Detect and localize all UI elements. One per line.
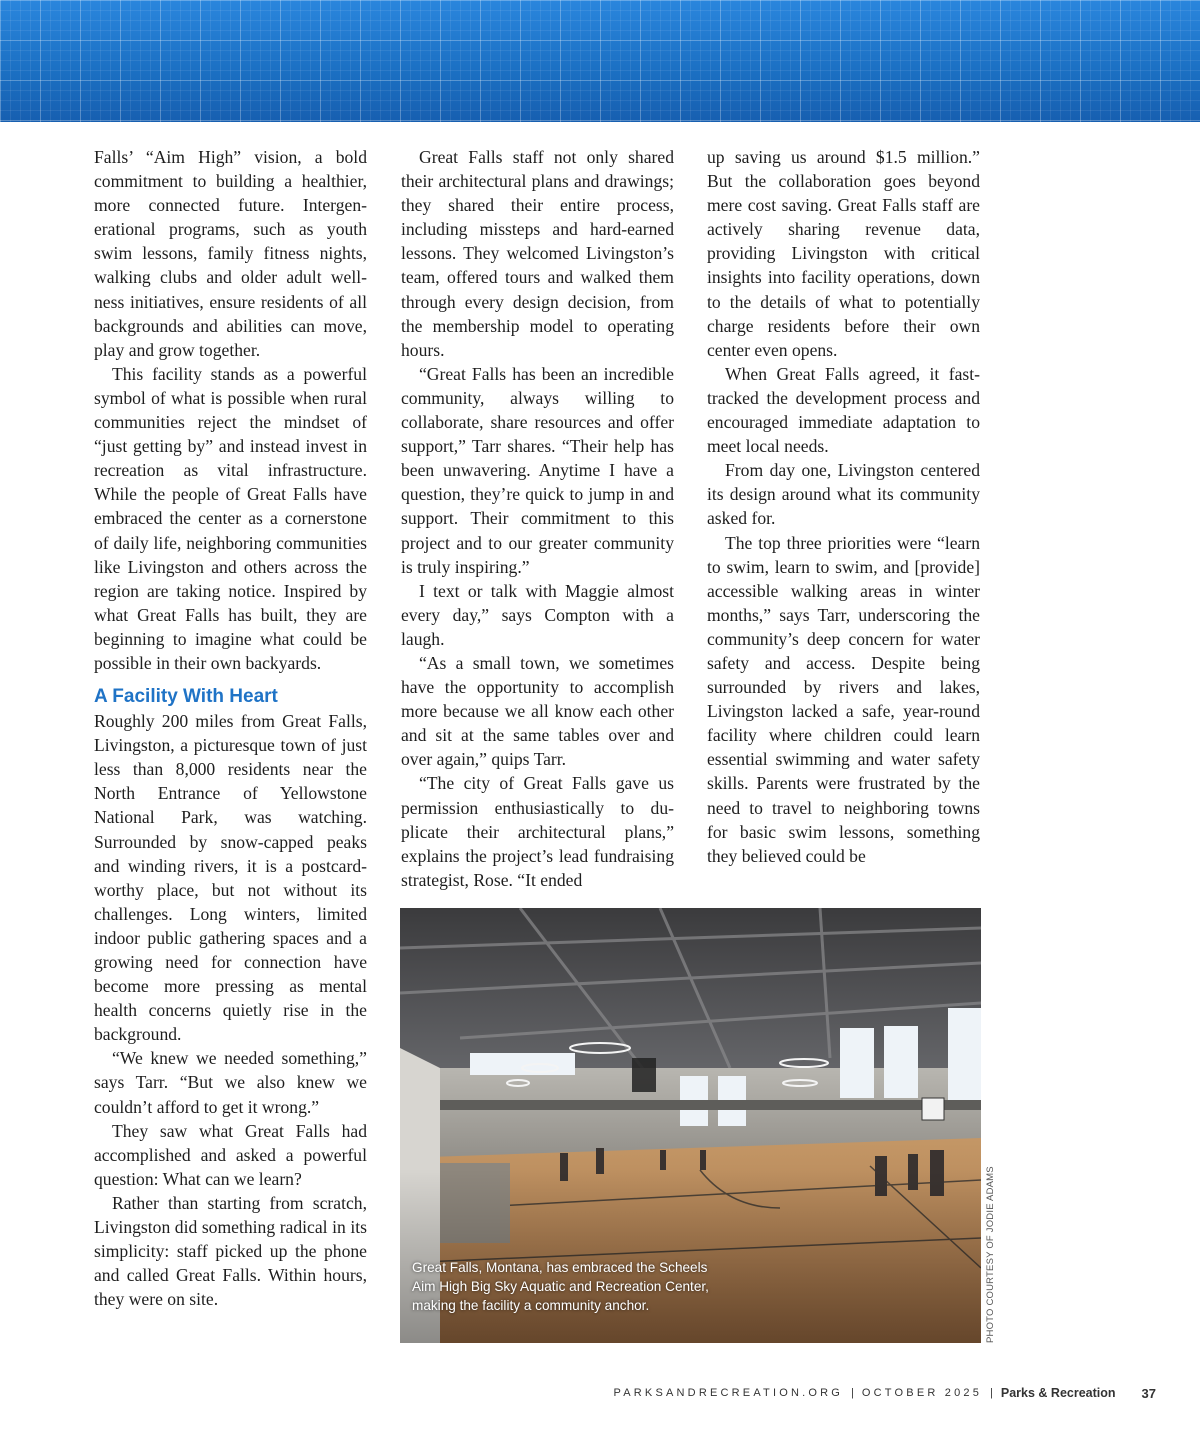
paragraph: I text or talk with Maggie almost every day,” says Compton with a laugh. — [401, 580, 674, 649]
photo-credit: PHOTO COURTESY OF JODIE ADAMS — [985, 1166, 996, 1343]
footer-separator: | — [851, 1387, 854, 1399]
paragraph: This facility stands as a powerful symbol of what is possible when rural communities reject the mindset of “just getting by” and instead invest in recreation as vital infrastructure. While the people of Great Falls have embraced the center as a cornerstone of daily life, neighboring communities like Livingston and others across the region are taking notice. Inspired by what Great Falls has built, they are beginning to imagine what could be possible in their own backyards. — [94, 363, 367, 673]
footer-separator: | — [990, 1387, 993, 1399]
paragraph: The top three priorities were “learn to swim, learn to swim, and [provide] accessible walking areas in winter months,” says Tarr, underscoring the community’s deep concern for water safety and access. Despite being surrounded by rivers and lakes, Livingston lacked a safe, year-round facility where children could learn essential swimming and water safety skills. Parents were frustrated by the need to travel to neighboring towns for basic swim lessons, something they believed could be — [707, 532, 980, 866]
page-number: 37 — [1141, 1385, 1156, 1401]
photo-caption: Great Falls, Montana, has embraced the Scheels Aim High Big Sky Aquatic and Recreation Center, making the facility a community anchor. — [412, 1260, 709, 1313]
header-banner — [0, 0, 1200, 122]
article-column-3 — [707, 145, 980, 868]
paragraph: “Great Falls has been an incredible community, always willing to collaborate, share resources and offer support,” Tarr shares. “Their help has been unwavering. Anytime I have a question, they’re quick to jump in and support. Their commitment to this project and to our greater community is truly inspiring.” — [401, 363, 674, 577]
paragraph: “The city of Great Falls gave us permission enthusiastically to duplicate their architectural plans,” explains the project’s lead fundraising strategist, Rose. “It ended — [401, 773, 674, 890]
paragraph: When Great Falls agreed, it fast-tracked the development process and encouraged immediate adaptation to meet local needs. — [707, 363, 980, 457]
paragraph: Great Falls staff not only shared their architectural plans and drawings; they shared their entire process, including missteps and hard-earned lessons. They welcomed Livingston’s team, offered tours and walked them through every design decision, from the membership model to operating hours. — [401, 147, 674, 360]
paragraph: They saw what Great Falls had accomplished and asked a powerful question: What can we learn? — [94, 1120, 367, 1189]
footer-magazine: Parks & Recreation — [1000, 1386, 1116, 1400]
paragraph: Rather than starting from scratch, Livingston did something radical in its simplicity: staff picked up the phone and called Great Falls. Within hours, they were on site. — [94, 1192, 367, 1310]
section-heading: A Facility With Heart — [94, 686, 278, 708]
footer-issue: OCTOBER 2025 — [861, 1387, 983, 1399]
footer-site: PARKSANDRECREATION.ORG — [613, 1387, 844, 1399]
article-column-1 — [94, 145, 367, 1311]
paragraph: up saving us around $1.5 million.” But the collaboration goes beyond mere cost saving. Great Falls staff are actively sharing revenue data, providing Livingston with critical insights into facility operations, down to the details of what to potentially charge residents before their own center even opens. — [707, 147, 980, 360]
paragraph: Roughly 200 miles from Great Falls, Livingston, a picturesque town of just less than 8,000 residents near the North Entrance of Yellowstone National Park, was watching. Surrounded by snow-capped peaks and winding rivers, it is a postcard-worthy place, but not without its challenges. Long winters, limited indoor public gathering spaces and a growing need for connection have become more pressing as mental health concerns quietly rise in the background. — [94, 711, 367, 1045]
paragraph: “We knew we needed something,” says Tarr. “But we also knew we couldn’t afford to get it wrong.” — [94, 1048, 367, 1117]
paragraph: “As a small town, we sometimes have the opportunity to accomplish more because we all know each other and sit at the same tables over and over again,” quips Tarr. — [401, 652, 674, 770]
article-column-2 — [401, 145, 674, 892]
gymnasium-photo — [400, 908, 981, 1343]
page-footer — [600, 1383, 1156, 1403]
paragraph: From day one, Livingston centered its design around what its community asked for. — [707, 460, 980, 529]
paragraph: Falls’ “Aim High” vision, a bold commitment to building a healthier, more connected future. Intergenerational programs, such as youth swim lessons, family fitness nights, walking clubs and older adult wellness initiatives, ensure residents of all backgrounds and abilities can move, play and grow together. — [94, 147, 367, 360]
